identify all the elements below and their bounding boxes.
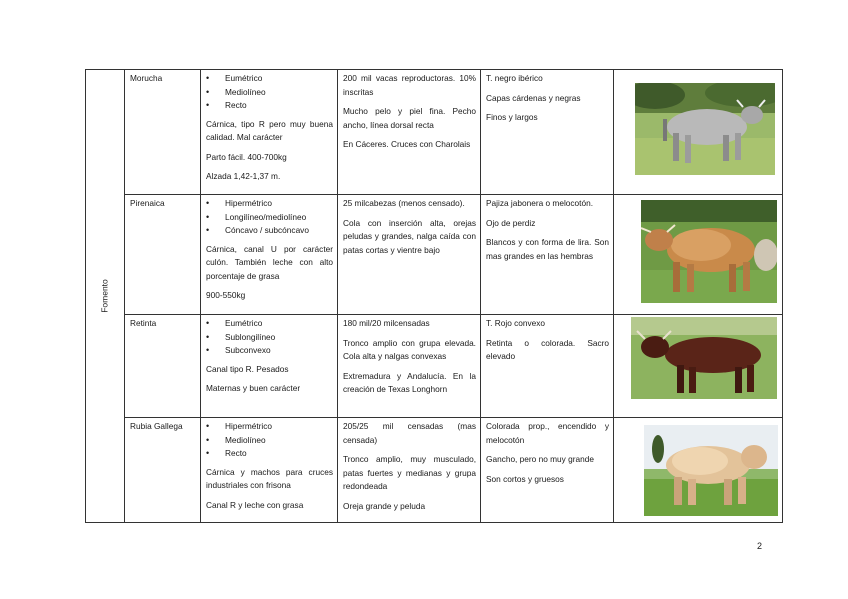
- list-item: • Longilíneo/mediolíneo: [206, 211, 333, 225]
- characteristics-cell: [201, 418, 338, 523]
- paragraph: Canal R y leche con grasa: [206, 499, 304, 510]
- table-row: [86, 70, 783, 195]
- paragraph: Colorada prop., encendido y melocotón: [486, 421, 609, 445]
- paragraph: Blancos y con forma de lira. Son mas grandes en las hembras: [486, 237, 609, 261]
- type-list: [206, 420, 333, 461]
- list-item: • Hipermétrico: [206, 197, 333, 211]
- tan-bull-photo: [641, 200, 777, 303]
- image-cell: [614, 70, 783, 195]
- characteristics-cell: [201, 70, 338, 195]
- paragraph: 900-550kg: [206, 290, 246, 300]
- paragraph: Maternas y buen carácter: [206, 383, 301, 393]
- image-cell: [614, 418, 783, 523]
- characteristics-cell: [201, 195, 338, 315]
- list-item: • Subconvexo: [206, 344, 333, 358]
- paragraph: Alzada 1,42-1,37 m.: [206, 171, 281, 181]
- type-list: [206, 317, 333, 358]
- breed-name-cell: [125, 70, 201, 195]
- description-cell: [338, 418, 481, 523]
- image-cell: [614, 195, 783, 315]
- category-label: Fomento: [99, 279, 110, 313]
- breed-name-cell: [125, 195, 201, 315]
- paragraph: Son cortos y gruesos: [486, 473, 564, 484]
- coat-cell: [481, 418, 614, 523]
- type-list: [206, 197, 333, 238]
- description-cell: [338, 70, 481, 195]
- paragraph: T. negro ibérico: [486, 73, 543, 83]
- description-cell: [338, 315, 481, 418]
- paragraph: Tronco amplio con grupa elevada. Cola alta y nalgas convexas: [343, 337, 476, 361]
- paragraph: Gancho, pero no muy grande: [486, 454, 594, 464]
- paragraph: Cola con inserción alta, orejas peludas y grandes, nalga caída con patas cortas y vientre bajo: [343, 217, 476, 255]
- breed-name: Retinta: [130, 318, 157, 328]
- paragraph: 200 mil vacas reproductoras. 10% inscritas: [343, 73, 476, 97]
- list-item: • Cóncavo / subcóncavo: [206, 224, 333, 238]
- list-item: • Mediolíneo: [206, 434, 333, 448]
- list-item: • Recto: [206, 99, 333, 113]
- paragraph: 25 milcabezas (menos censado).: [343, 198, 465, 208]
- image-cell: [614, 315, 783, 418]
- paragraph: Ojo de perdiz: [486, 217, 536, 228]
- breed-name: Rubia Gallega: [130, 421, 183, 431]
- list-item: • Sublongilíneo: [206, 331, 333, 345]
- paragraph: 205/25 mil censadas (mas censada): [343, 421, 476, 445]
- paragraph: Oreja grande y peluda: [343, 500, 426, 511]
- paragraph: Tronco amplio, muy musculado, patas fuertes y medianas y grupa redondeada: [343, 454, 476, 491]
- grey-bull-photo: [635, 83, 775, 175]
- table-row: [86, 195, 783, 315]
- red-bull-photo: [631, 317, 777, 399]
- description-cell: [338, 195, 481, 315]
- list-item: • Eumétrico: [206, 72, 333, 86]
- page-number: 2: [757, 541, 763, 551]
- paragraph: 180 mil/20 milcensadas: [343, 318, 430, 328]
- table-row: [86, 418, 783, 523]
- type-list: [206, 72, 333, 113]
- paragraph: Cárnica, tipo R pero muy buena calidad. Mal carácter: [206, 118, 333, 142]
- paragraph: Finos y largos: [486, 112, 538, 122]
- category-cell: [86, 70, 125, 523]
- table-row: [86, 315, 783, 418]
- paragraph: Retinta o colorada. Sacro elevado: [486, 337, 609, 361]
- list-item: • Mediolíneo: [206, 86, 333, 100]
- paragraph: Extremadura y Andalucía. En la creación de Texas Longhorn: [343, 370, 476, 394]
- paragraph: Parto fácil. 400-700kg: [206, 151, 287, 162]
- breed-name-cell: [125, 315, 201, 418]
- paragraph: Mucho pelo y piel fina. Pecho ancho, línea dorsal recta: [343, 106, 476, 130]
- list-item: • Eumétrico: [206, 317, 333, 331]
- breed-name-cell: [125, 418, 201, 523]
- paragraph: Cárnica y machos para cruces industriales con frisona: [206, 466, 333, 490]
- paragraph: Capas cárdenas y negras: [486, 92, 581, 103]
- paragraph: Canal tipo R. Pesados: [206, 363, 289, 374]
- list-item: • Hipermétrico: [206, 420, 333, 434]
- coat-cell: [481, 315, 614, 418]
- characteristics-cell: [201, 315, 338, 418]
- list-item: • Recto: [206, 447, 333, 461]
- breed-name: Morucha: [130, 73, 163, 83]
- blond-bull-photo: [644, 425, 778, 516]
- coat-cell: [481, 70, 614, 195]
- paragraph: T. Rojo convexo: [486, 318, 546, 328]
- paragraph: Pajiza jabonera o melocotón.: [486, 198, 594, 208]
- paragraph: Cárnica, canal U por carácter culón. También leche con alto porcentaje de grasa: [206, 243, 333, 281]
- breed-table: [85, 69, 783, 523]
- breed-name: Pirenaica: [130, 198, 165, 208]
- coat-cell: [481, 195, 614, 315]
- paragraph: En Cáceres. Cruces con Charolais: [343, 139, 471, 149]
